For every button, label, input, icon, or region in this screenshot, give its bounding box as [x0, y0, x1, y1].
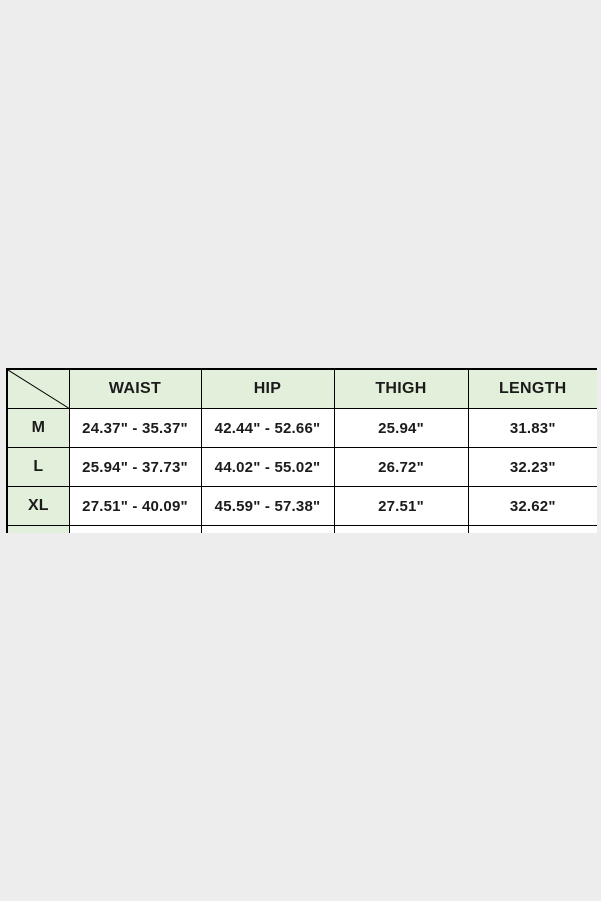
size-label: L	[7, 448, 69, 487]
column-header-hip: HIP	[201, 369, 334, 409]
table-row-l	[7, 448, 597, 487]
measurement-cell-length: 32.62"	[468, 487, 597, 526]
measurement-cell	[334, 526, 468, 534]
measurement-cell	[468, 526, 597, 534]
column-header-thigh: THIGH	[334, 369, 468, 409]
measurement-cell-length: 31.83"	[468, 409, 597, 448]
measurement-cell-thigh: 25.94"	[334, 409, 468, 448]
corner-cell	[7, 369, 69, 409]
diagonal-divider-line	[8, 370, 69, 408]
measurement-cell-waist: 25.94" - 37.73"	[69, 448, 201, 487]
header-row	[7, 369, 597, 409]
measurement-cell-length: 32.23"	[468, 448, 597, 487]
measurement-cell-hip: 42.44" - 52.66"	[201, 409, 334, 448]
column-header-waist: WAIST	[69, 369, 201, 409]
measurement-cell-waist: 27.51" - 40.09"	[69, 487, 201, 526]
measurement-cell-hip: 45.59" - 57.38"	[201, 487, 334, 526]
size-chart	[6, 368, 597, 533]
table-row-cropped	[7, 526, 597, 534]
measurement-cell-thigh: 27.51"	[334, 487, 468, 526]
table-row-xl	[7, 487, 597, 526]
measurement-cell-thigh: 26.72"	[334, 448, 468, 487]
table-row-m	[7, 409, 597, 448]
size-chart-table	[6, 368, 597, 533]
size-label: XL	[7, 487, 69, 526]
size-label	[7, 526, 69, 534]
size-label: M	[7, 409, 69, 448]
measurement-cell	[69, 526, 201, 534]
column-header-length: LENGTH	[468, 369, 597, 409]
measurement-cell-hip: 44.02" - 55.02"	[201, 448, 334, 487]
measurement-cell	[201, 526, 334, 534]
measurement-cell-waist: 24.37" - 35.37"	[69, 409, 201, 448]
